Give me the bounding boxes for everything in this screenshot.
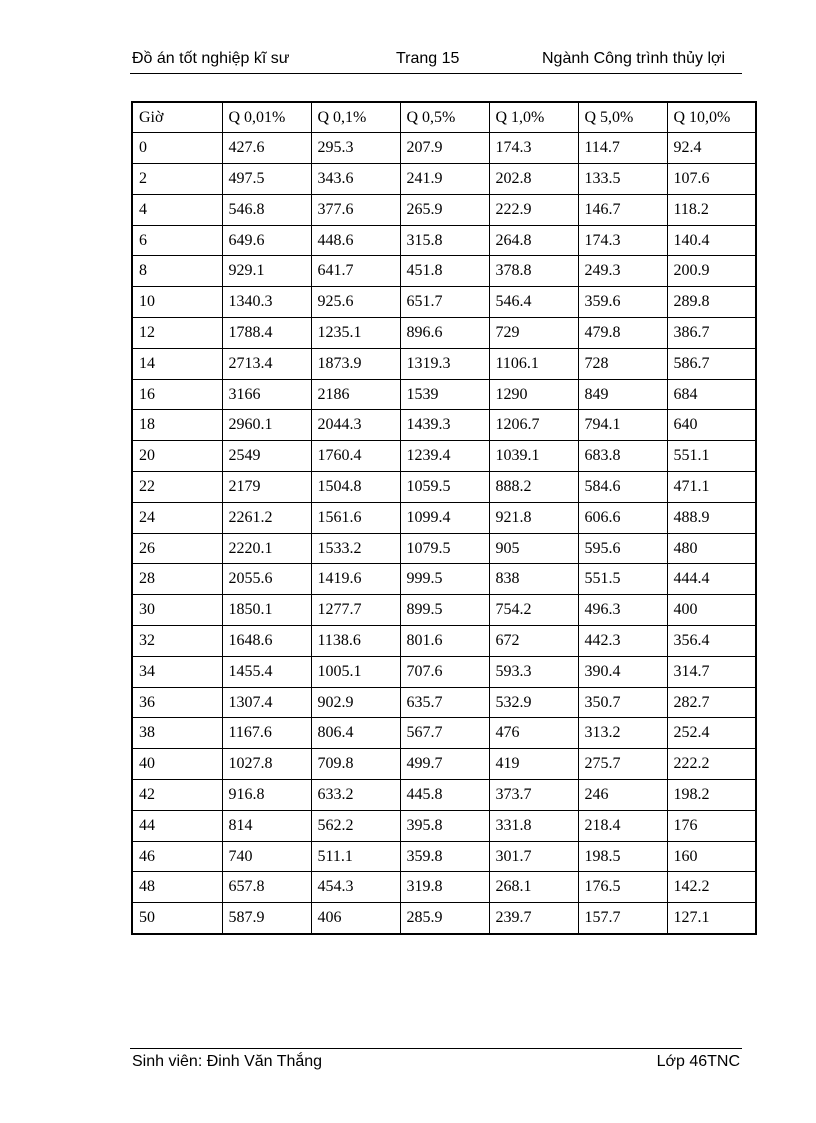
discharge-cell: 174.3 [578,225,667,256]
discharge-cell: 806.4 [311,718,400,749]
discharge-cell: 319.8 [400,872,489,903]
footer-class: Lớp 46TNC [656,1053,740,1070]
table-row [132,903,756,934]
discharge-cell: 198.2 [667,780,756,811]
discharge-cell: 929.1 [222,256,311,287]
discharge-cell: 2220.1 [222,533,311,564]
hour-cell: 46 [132,841,222,872]
discharge-cell: 925.6 [311,287,400,318]
discharge-cell: 356.4 [667,626,756,657]
discharge-cell: 207.9 [400,133,489,164]
hour-cell: 36 [132,687,222,718]
hour-cell: 40 [132,749,222,780]
discharge-cell: 176 [667,810,756,841]
discharge-cell: 684 [667,379,756,410]
discharge-cell: 107.6 [667,164,756,195]
hour-cell: 20 [132,441,222,472]
discharge-cell: 641.7 [311,256,400,287]
hour-cell: 30 [132,595,222,626]
column-header: Q 5,0% [578,102,667,133]
discharge-cell: 546.8 [222,194,311,225]
discharge-cell: 268.1 [489,872,578,903]
hour-cell: 26 [132,533,222,564]
hour-cell: 12 [132,318,222,349]
table-row [132,164,756,195]
discharge-cell: 285.9 [400,903,489,934]
discharge-cell: 202.8 [489,164,578,195]
discharge-cell: 740 [222,841,311,872]
table-row [132,379,756,410]
discharge-cell: 606.6 [578,502,667,533]
hour-cell: 28 [132,564,222,595]
table-row [132,133,756,164]
column-header: Q 0,01% [222,102,311,133]
header-department: Ngành Công trình thủy lợi [542,50,726,67]
discharge-cell: 252.4 [667,718,756,749]
discharge-cell: 241.9 [400,164,489,195]
table-row [132,595,756,626]
table-row [132,318,756,349]
hour-cell: 6 [132,225,222,256]
discharge-cell: 118.2 [667,194,756,225]
hour-cell: 0 [132,133,222,164]
discharge-cell: 1873.9 [311,348,400,379]
discharge-cell: 1239.4 [400,441,489,472]
hour-cell: 10 [132,287,222,318]
discharge-cell: 239.7 [489,903,578,934]
discharge-cell: 1760.4 [311,441,400,472]
discharge-cell: 476 [489,718,578,749]
discharge-cell: 1138.6 [311,626,400,657]
table-row [132,502,756,533]
discharge-cell: 127.1 [667,903,756,934]
table-row [132,410,756,441]
footer-student-name: Sinh viên: Đinh Văn Thắng [132,1053,323,1070]
discharge-cell: 406 [311,903,400,934]
discharge-cell: 707.6 [400,656,489,687]
hour-cell: 32 [132,626,222,657]
discharge-cell: 249.3 [578,256,667,287]
discharge-cell: 350.7 [578,687,667,718]
discharge-cell: 265.9 [400,194,489,225]
table-row [132,872,756,903]
table-row [132,287,756,318]
hour-cell: 8 [132,256,222,287]
discharge-cell: 2713.4 [222,348,311,379]
discharge-cell: 916.8 [222,780,311,811]
discharge-cell: 1319.3 [400,348,489,379]
table-row [132,348,756,379]
discharge-cell: 754.2 [489,595,578,626]
discharge-cell: 532.9 [489,687,578,718]
discharge-cell: 315.8 [400,225,489,256]
discharge-cell: 1235.1 [311,318,400,349]
discharge-cell: 593.3 [489,656,578,687]
hour-cell: 18 [132,410,222,441]
discharge-cell: 551.1 [667,441,756,472]
discharge-cell: 1850.1 [222,595,311,626]
table-row [132,564,756,595]
table-row [132,780,756,811]
discharge-cell: 314.7 [667,656,756,687]
discharge-cell: 378.8 [489,256,578,287]
discharge-cell: 586.7 [667,348,756,379]
discharge-cell: 442.3 [578,626,667,657]
table-row [132,626,756,657]
hour-cell: 14 [132,348,222,379]
hour-cell: 24 [132,502,222,533]
discharge-cell: 92.4 [667,133,756,164]
discharge-cell: 838 [489,564,578,595]
table-row [132,441,756,472]
discharge-cell: 480 [667,533,756,564]
discharge-cell: 1290 [489,379,578,410]
discharge-cell: 635.7 [400,687,489,718]
hour-cell: 34 [132,656,222,687]
discharge-cell: 1039.1 [489,441,578,472]
discharge-cell: 451.8 [400,256,489,287]
discharge-cell: 400 [667,595,756,626]
discharge-cell: 1027.8 [222,749,311,780]
discharge-cell: 709.8 [311,749,400,780]
discharge-cell: 1206.7 [489,410,578,441]
table-row [132,749,756,780]
discharge-cell: 801.6 [400,626,489,657]
discharge-cell: 176.5 [578,872,667,903]
discharge-cell: 672 [489,626,578,657]
discharge-cell: 488.9 [667,502,756,533]
discharge-cell: 419 [489,749,578,780]
discharge-cell: 2179 [222,472,311,503]
discharge-cell: 905 [489,533,578,564]
table-row [132,687,756,718]
hour-cell: 22 [132,472,222,503]
discharge-cell: 567.7 [400,718,489,749]
hour-cell: 50 [132,903,222,934]
discharge-cell: 1419.6 [311,564,400,595]
discharge-cell: 2549 [222,441,311,472]
hour-cell: 2 [132,164,222,195]
table-row [132,533,756,564]
discharge-cell: 373.7 [489,780,578,811]
discharge-cell: 1005.1 [311,656,400,687]
discharge-cell: 1079.5 [400,533,489,564]
discharge-cell: 289.8 [667,287,756,318]
discharge-cell: 222.9 [489,194,578,225]
discharge-cell: 133.5 [578,164,667,195]
hour-cell: 44 [132,810,222,841]
discharge-cell: 218.4 [578,810,667,841]
discharge-cell: 359.8 [400,841,489,872]
discharge-cell: 1106.1 [489,348,578,379]
discharge-cell: 651.7 [400,287,489,318]
discharge-cell: 562.2 [311,810,400,841]
discharge-table [131,101,757,935]
hour-cell: 16 [132,379,222,410]
hour-cell: 42 [132,780,222,811]
discharge-cell: 1059.5 [400,472,489,503]
discharge-cell: 157.7 [578,903,667,934]
discharge-cell: 595.6 [578,533,667,564]
discharge-cell: 888.2 [489,472,578,503]
discharge-cell: 728 [578,348,667,379]
table-row [132,225,756,256]
discharge-cell: 683.8 [578,441,667,472]
discharge-cell: 649.6 [222,225,311,256]
discharge-cell: 282.7 [667,687,756,718]
table-row [132,656,756,687]
discharge-cell: 1533.2 [311,533,400,564]
discharge-cell: 729 [489,318,578,349]
discharge-cell: 511.1 [311,841,400,872]
discharge-cell: 899.5 [400,595,489,626]
discharge-cell: 584.6 [578,472,667,503]
discharge-cell: 301.7 [489,841,578,872]
discharge-cell: 114.7 [578,133,667,164]
column-header: Q 0,5% [400,102,489,133]
discharge-cell: 3166 [222,379,311,410]
table-header-row [132,102,756,133]
discharge-cell: 160 [667,841,756,872]
hour-cell: 38 [132,718,222,749]
table-row [132,194,756,225]
column-header: Q 1,0% [489,102,578,133]
discharge-cell: 1788.4 [222,318,311,349]
discharge-cell: 390.4 [578,656,667,687]
discharge-cell: 246 [578,780,667,811]
discharge-cell: 497.5 [222,164,311,195]
discharge-cell: 999.5 [400,564,489,595]
table-row [132,718,756,749]
header-divider [130,73,742,74]
discharge-cell: 499.7 [400,749,489,780]
discharge-cell: 343.6 [311,164,400,195]
discharge-cell: 222.2 [667,749,756,780]
discharge-cell: 587.9 [222,903,311,934]
discharge-cell: 496.3 [578,595,667,626]
discharge-cell: 1455.4 [222,656,311,687]
discharge-cell: 657.8 [222,872,311,903]
discharge-cell: 902.9 [311,687,400,718]
discharge-cell: 331.8 [489,810,578,841]
discharge-cell: 2044.3 [311,410,400,441]
discharge-cell: 359.6 [578,287,667,318]
discharge-cell: 1099.4 [400,502,489,533]
column-header: Giờ [132,102,222,133]
hour-cell: 48 [132,872,222,903]
discharge-cell: 295.3 [311,133,400,164]
table-row [132,256,756,287]
discharge-cell: 174.3 [489,133,578,164]
discharge-cell: 1307.4 [222,687,311,718]
discharge-cell: 275.7 [578,749,667,780]
discharge-cell: 471.1 [667,472,756,503]
page-footer [132,1053,740,1077]
discharge-cell: 313.2 [578,718,667,749]
discharge-cell: 395.8 [400,810,489,841]
discharge-cell: 1340.3 [222,287,311,318]
discharge-cell: 546.4 [489,287,578,318]
footer-divider [130,1048,742,1049]
discharge-cell: 2960.1 [222,410,311,441]
discharge-cell: 2186 [311,379,400,410]
discharge-cell: 377.6 [311,194,400,225]
table-row [132,810,756,841]
discharge-cell: 1439.3 [400,410,489,441]
discharge-cell: 794.1 [578,410,667,441]
discharge-cell: 1648.6 [222,626,311,657]
discharge-cell: 1504.8 [311,472,400,503]
header-page-number: Trang 15 [396,50,460,67]
discharge-cell: 200.9 [667,256,756,287]
discharge-cell: 633.2 [311,780,400,811]
discharge-cell: 445.8 [400,780,489,811]
discharge-cell: 1277.7 [311,595,400,626]
discharge-cell: 814 [222,810,311,841]
discharge-cell: 444.4 [667,564,756,595]
table-row [132,841,756,872]
table-body [132,133,756,934]
discharge-cell: 264.8 [489,225,578,256]
discharge-cell: 1561.6 [311,502,400,533]
discharge-cell: 551.5 [578,564,667,595]
discharge-cell: 896.6 [400,318,489,349]
column-header: Q 0,1% [311,102,400,133]
discharge-cell: 198.5 [578,841,667,872]
column-header: Q 10,0% [667,102,756,133]
discharge-cell: 140.4 [667,225,756,256]
discharge-cell: 2055.6 [222,564,311,595]
header-document-title: Đồ án tốt nghiệp kĩ sư [132,50,290,67]
page-header [132,50,740,74]
discharge-cell: 921.8 [489,502,578,533]
table-row [132,472,756,503]
discharge-cell: 1167.6 [222,718,311,749]
hour-cell: 4 [132,194,222,225]
discharge-cell: 2261.2 [222,502,311,533]
discharge-cell: 448.6 [311,225,400,256]
discharge-cell: 142.2 [667,872,756,903]
discharge-cell: 454.3 [311,872,400,903]
discharge-cell: 386.7 [667,318,756,349]
discharge-cell: 479.8 [578,318,667,349]
discharge-cell: 640 [667,410,756,441]
discharge-cell: 1539 [400,379,489,410]
discharge-cell: 849 [578,379,667,410]
discharge-cell: 146.7 [578,194,667,225]
discharge-cell: 427.6 [222,133,311,164]
